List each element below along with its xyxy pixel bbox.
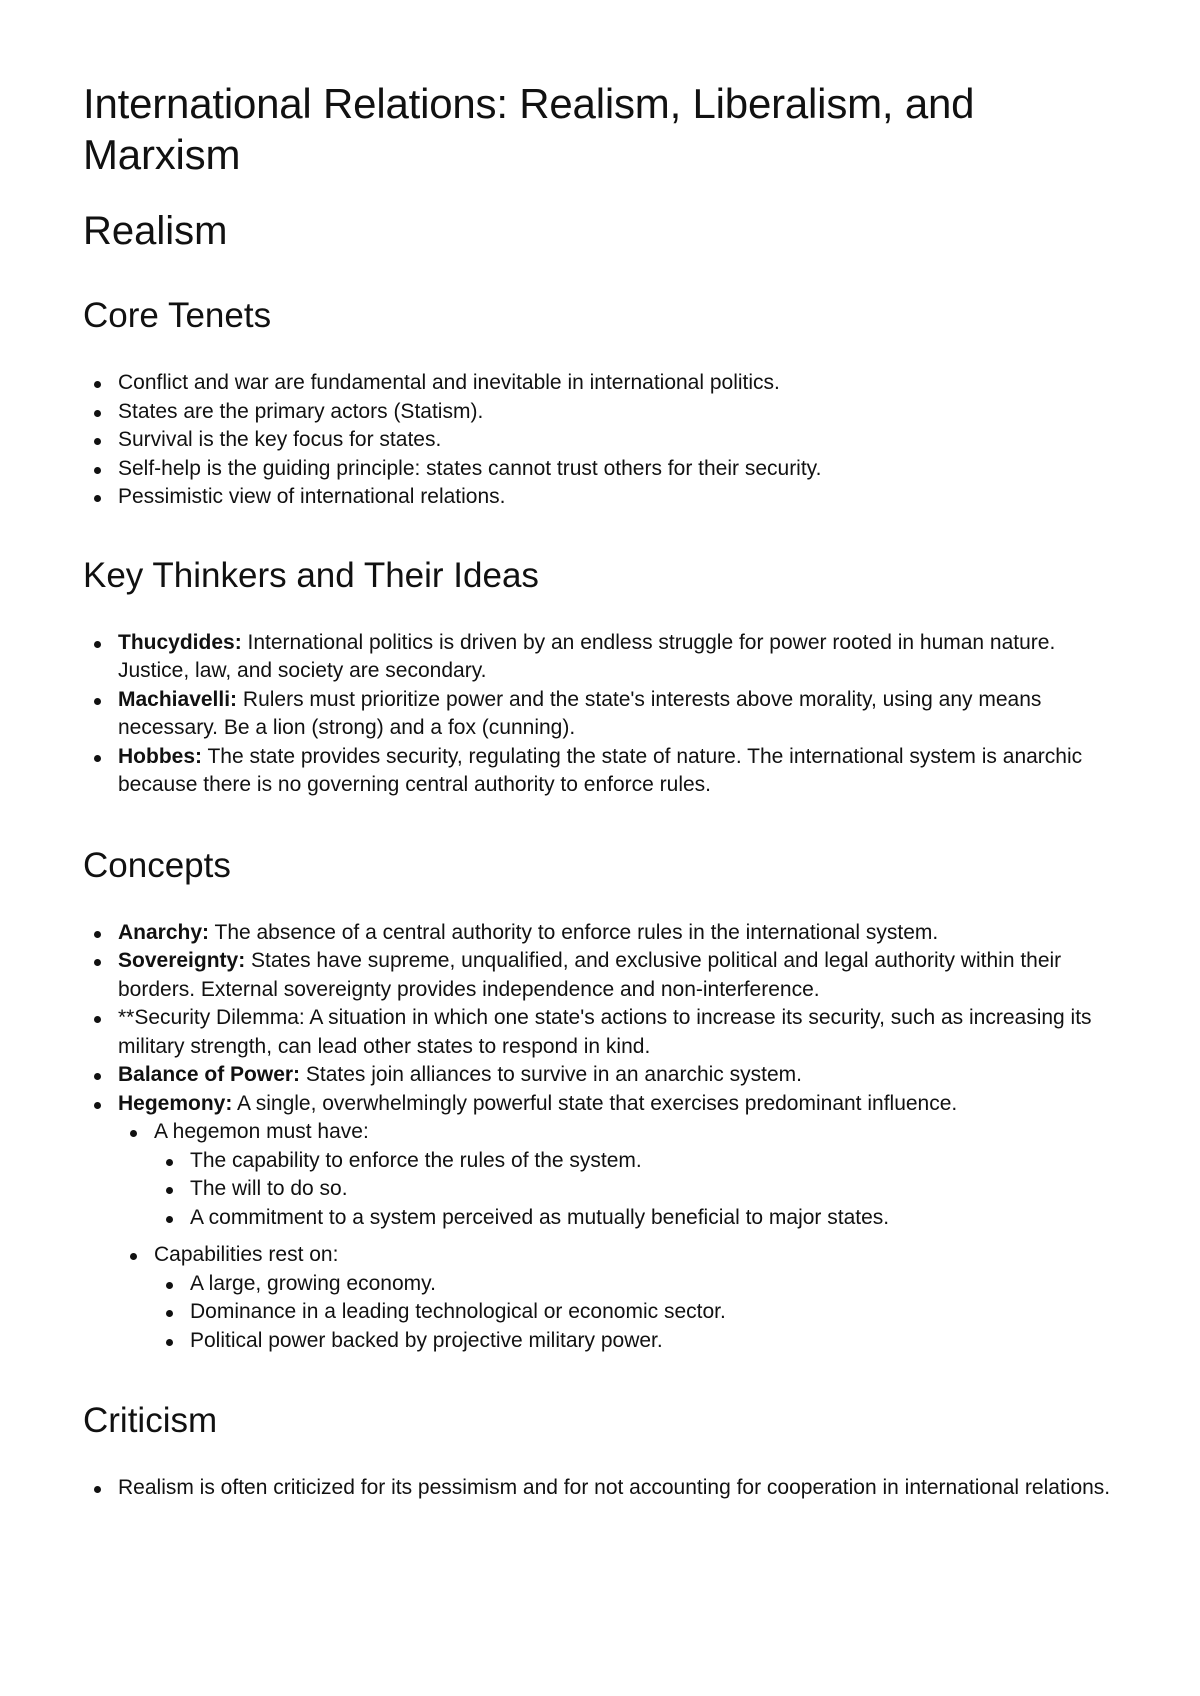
list-item-security-dilemma: **Security Dilemma: A situation in which one state's actions to increase its security, such as increasing its military strength, can lead other states to respond in kind. (118, 1004, 1116, 1061)
sublist-label: A hegemon must have: (154, 1120, 369, 1143)
must-have-list (154, 1147, 1116, 1233)
key-thinkers-list (83, 629, 1116, 800)
list-item: Self-help is the guiding principle: states cannot trust others for their security. (118, 455, 1116, 484)
term-label: Balance of Power: (118, 1063, 301, 1086)
core-tenets-list (83, 369, 1116, 512)
term-label: Hegemony: (118, 1091, 233, 1115)
list-item: The will to do so. (190, 1175, 1116, 1204)
term-description: A single, overwhelmingly powerful state that exercises predominant influence. (232, 1091, 958, 1115)
hegemony-sublist (118, 1118, 1116, 1355)
section-heading-realism: Realism (83, 209, 228, 253)
sublist-label: Capabilities rest on: (154, 1243, 339, 1266)
list-item: Realism is often criticized for its pessimism and for not accounting for cooperation in international relations. (118, 1474, 1116, 1503)
list-item: The capability to enforce the rules of the system. (190, 1147, 1116, 1176)
list-item: Dominance in a leading technological or economic sector. (190, 1298, 1116, 1327)
subheading-criticism: Criticism (83, 1401, 218, 1440)
list-item: Survival is the key focus for states. (118, 426, 1116, 455)
list-item-balance-of-power (118, 1061, 1116, 1090)
term-label: Anarchy: (118, 920, 210, 944)
list-item-sovereignty (118, 947, 1116, 1004)
list-item: Pessimistic view of international relations. (118, 483, 1116, 512)
subheading-concepts: Concepts (83, 845, 231, 885)
term-description: States join alliances to survive in an anarchic system. (300, 1063, 802, 1086)
list-item: A commitment to a system perceived as mutually beneficial to major states. (190, 1204, 1116, 1233)
list-item: Political power backed by projective military power. (190, 1327, 1116, 1356)
list-item: States are the primary actors (Statism). (118, 398, 1116, 427)
list-item-thucydides (118, 629, 1116, 686)
term-label: Hobbes: (118, 744, 202, 768)
capabilities-list (154, 1270, 1116, 1356)
subheading-core-tenets: Core Tenets (83, 296, 272, 335)
term-label: Machiavelli: (118, 687, 238, 711)
term-description: Rulers must prioritize power and the state's interests above morality, using any means necessary. Be a lion (strong) and a fox (cunning). (118, 687, 1042, 739)
list-item: A large, growing economy. (190, 1270, 1116, 1299)
list-item-machiavelli (118, 686, 1116, 743)
term-label: Thucydides: (118, 630, 242, 654)
concepts-list (83, 919, 1116, 1356)
list-item: Conflict and war are fundamental and inevitable in international politics. (118, 369, 1116, 398)
list-item-hegemony (118, 1090, 1116, 1356)
subheading-key-thinkers: Key Thinkers and Their Ideas (83, 555, 539, 595)
list-item-hegemon-must-have (154, 1118, 1116, 1232)
list-item-anarchy (118, 919, 1116, 948)
term-description: The state provides security, regulating the state of nature. The international system is anarchic because there is no governing central authority to enforce rules. (118, 744, 1083, 796)
criticism-list (83, 1474, 1116, 1503)
term-description: States have supreme, unqualified, and exclusive political and legal authority within their borders. External sovereignty provides independence and non-interference. (118, 949, 1062, 1001)
term-description: The absence of a central authority to enforce rules in the international system. (209, 920, 939, 944)
list-item-capabilities (154, 1241, 1116, 1355)
term-label: Sovereignty: (118, 949, 246, 972)
term-description: International politics is driven by an endless struggle for power rooted in human nature. Justice, law, and society are secondary. (118, 630, 1056, 682)
document-title: International Relations: Realism, Liberalism, and Marxism (83, 80, 975, 178)
list-item-hobbes (118, 743, 1116, 800)
